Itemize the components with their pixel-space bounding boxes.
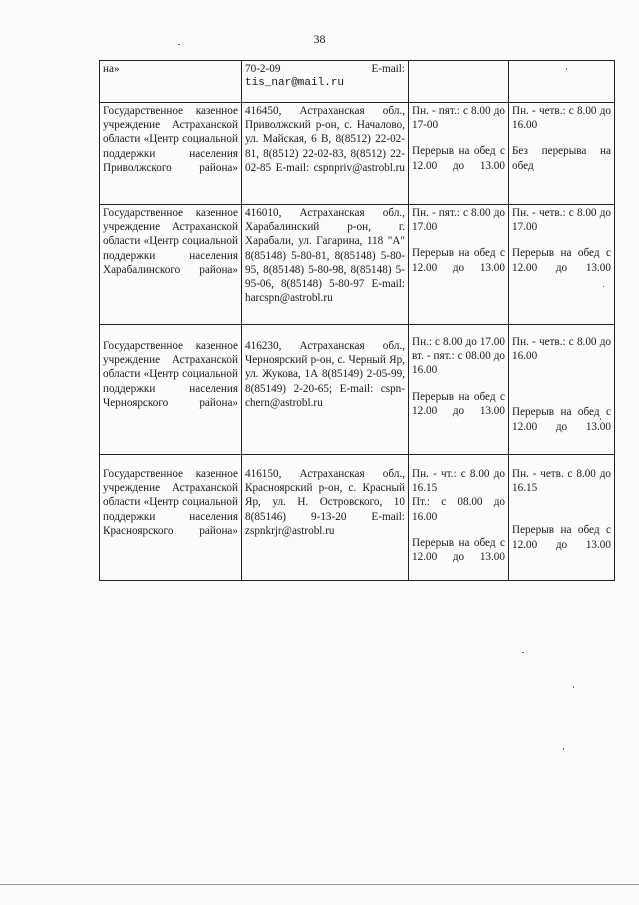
table-row <box>100 61 615 103</box>
hours-weekday-cell <box>409 61 509 103</box>
page-number: 38 <box>313 32 326 46</box>
work-hours: Пн. - четв.: с 8.00 до 16.00 <box>512 105 611 132</box>
hours-weekday-cell <box>409 103 509 205</box>
address-text: 416150, Астраханская обл., Красноярский р-он, с. Красный Яр, ул. Н. Островского, 10 8(85146) 9-13-20 E-mail: zspnkrjr@astrobl.ru <box>245 468 405 537</box>
email-address[interactable]: tis_nar@mail.ru <box>245 77 345 90</box>
org-name: Государственное казенное учреждение Астраханской области «Центр социальной поддержки населения Красноярского района» <box>103 468 238 537</box>
hours-weekday-cell <box>409 205 509 325</box>
break-hours: Перерыв на обед с 12.00 до 13.00 <box>512 406 611 433</box>
break-hours: Перерыв на обед с 12.00 до 13.00 <box>412 247 505 274</box>
social-centers-table <box>99 60 615 581</box>
hours-mon-thu-cell <box>509 103 615 205</box>
hours-weekday-cell <box>409 325 509 455</box>
work-hours: Пн. - пят.: с 8.00 до 17.00 <box>412 207 505 234</box>
org-name: Государственное казенное учреждение Астраханской области «Центр социальной поддержки населения Черноярского района» <box>103 340 238 409</box>
address-cell <box>242 61 409 103</box>
address-cell <box>242 205 409 325</box>
work-hours: Пн. - чт.: с 8.00 до 16.15 <box>412 468 505 495</box>
scan-speck <box>178 44 180 45</box>
email-label: E-mail: <box>371 63 405 75</box>
break-hours: Перерыв на обед с 12.00 до 13.00 <box>412 536 505 564</box>
phone-number: 70-2-09 <box>245 63 281 75</box>
scan-speck <box>522 652 524 653</box>
work-hours: вт. - пят.: с 08.00 до 16.00 <box>412 350 505 377</box>
address-text: 416010, Астраханская обл., Харабалинский р-он, г. Харабали, ул. Гагарина, 118 "А" 8(85148) 5-80-81, 8(85148) 5-80-95, 8(85148) 5-80-98, 8(85148) 5-95-06, 8(85148) 5-80-97 E-mail: harcspn@astrobl.ru <box>245 207 405 305</box>
scan-speck <box>573 686 574 688</box>
org-name: Государственное казенное учреждение Астраханской области «Центр социальной поддержки населения Харабалинского района» <box>103 207 238 276</box>
address-cell <box>242 103 409 205</box>
address-text: 416450, Астраханская обл., Приволжский р-он, с. Началово, ул. Майская, 6 В, 8(8512) 22-02-81, 8(8512) 22-02-83, 8(8512) 22-02-85 E-mail: cspnpriv@astrobl.ru <box>245 105 405 174</box>
address-cell <box>242 455 409 581</box>
work-hours: Пн.: с 8.00 до 17.00 <box>412 336 505 348</box>
break-hours: Перерыв на обед с 12.00 до 13.00 <box>412 390 505 417</box>
table-row <box>100 103 615 205</box>
org-name: на» <box>103 63 120 75</box>
work-hours: Пт.: с 08.00 до 16.00 <box>412 496 505 523</box>
break-hours: Перерыв на обед с 12.00 до 13.00 <box>412 145 505 172</box>
table-row <box>100 325 615 455</box>
org-cell <box>100 325 242 455</box>
address-text: 416230, Астраханская обл., Черноярский р-он, с. Черный Яр, ул. Жукова, 1А 8(85149) 2-05-99, 8(85149) 2-20-65; E-mail: cspn-chern@astrobl.ru <box>245 340 405 409</box>
org-cell <box>100 455 242 581</box>
scan-edge-line <box>0 884 639 885</box>
work-hours: Пн. - пят.: с 8.00 до 17-00 <box>412 105 505 132</box>
org-cell <box>100 103 242 205</box>
org-cell <box>100 205 242 325</box>
work-hours: Пн. - четв.: с 8.00 до 16.00 <box>512 336 611 363</box>
hours-mon-thu-cell <box>509 325 615 455</box>
table-row <box>100 455 615 581</box>
hours-mon-thu-cell <box>509 205 615 325</box>
hours-weekday-cell <box>409 455 509 581</box>
break-hours: Перерыв на обед с 12.00 до 13.00 <box>512 247 611 274</box>
hours-mon-thu-cell <box>509 455 615 581</box>
org-name: Государственное казенное учреждение Астраханской области «Центр социальной поддержки населения Приволжского района» <box>103 105 238 174</box>
hours-mon-thu-cell <box>509 61 615 103</box>
work-hours: Пн. - четв. с 8.00 до 16.15 <box>512 468 611 495</box>
address-cell <box>242 325 409 455</box>
break-hours: Без перерыва на обед <box>512 145 611 172</box>
org-cell <box>100 61 242 103</box>
work-hours: Пн. - четв.: с 8.00 до 17.00 <box>512 207 611 234</box>
table-row <box>100 205 615 325</box>
break-hours: Перерыв на обед с 12.00 до 13.00 <box>512 524 611 551</box>
scan-speck <box>563 748 564 750</box>
